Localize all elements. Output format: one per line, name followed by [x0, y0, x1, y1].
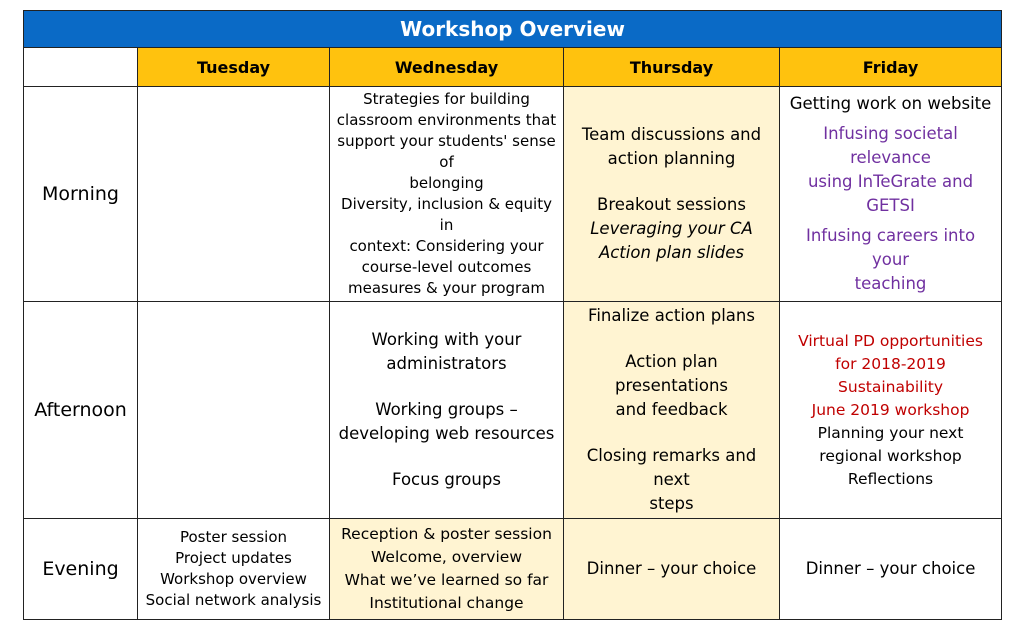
cell-line: administrators	[386, 354, 507, 373]
cell-line: belonging	[409, 174, 484, 192]
cell-line: action planning	[607, 149, 736, 168]
cell-line: Social network analysis	[145, 591, 322, 609]
cell-line: Working groups –	[375, 400, 518, 419]
cell-line: Workshop overview	[160, 570, 307, 588]
cell-line: measures & your program	[348, 279, 545, 297]
cell-line: Planning your next	[817, 423, 964, 442]
spacer	[336, 446, 557, 468]
day-header-wednesday: Wednesday	[330, 48, 564, 87]
cell-afternoon-thursday	[564, 302, 780, 519]
afternoon-row	[24, 302, 1002, 519]
day-header-friday: Friday	[780, 48, 1002, 87]
cell-line: Reception & poster session	[341, 525, 552, 543]
cell-line: Action plan presentations	[614, 352, 729, 395]
cell-line: Getting work on website	[789, 94, 992, 113]
day-header-tuesday: Tuesday	[138, 48, 330, 87]
cell-line: Institutional change	[369, 594, 524, 612]
spacer	[570, 422, 773, 444]
cell-line: Working with your	[371, 330, 522, 349]
cell-line: Finalize action plans	[588, 306, 755, 325]
cell-line: Project updates	[175, 549, 292, 567]
cell-line: Diversity, inclusion & equity in	[341, 195, 552, 234]
cell-line: course-level outcomes	[361, 258, 532, 276]
cell-line: Infusing societal relevance	[823, 124, 958, 167]
cell-afternoon-friday	[780, 302, 1002, 519]
cell-line: Closing remarks and next	[586, 446, 757, 489]
cell-line: Leveraging your CA	[590, 219, 753, 238]
cell-line: classroom environments that	[336, 111, 557, 129]
cell-evening-tuesday	[138, 519, 330, 620]
cell-afternoon-wednesday	[330, 302, 564, 519]
cell-line: Strategies for building	[363, 90, 530, 108]
cell-line: using InTeGrate and GETSI	[807, 172, 974, 215]
cell-line: steps	[649, 494, 694, 513]
cell-line: Poster session	[179, 528, 288, 546]
cell-line: June 2019 workshop	[811, 400, 970, 419]
cell-morning-wednesday	[330, 87, 564, 302]
cell-line: support your students' sense of	[337, 132, 556, 171]
cell-line: regional workshop	[819, 446, 962, 465]
row-label-morning: Morning	[24, 87, 138, 302]
cell-line: and feedback	[615, 400, 728, 419]
day-header-row	[24, 48, 1002, 87]
cell-line: developing web resources	[338, 424, 555, 443]
cell-line: Team discussions and	[581, 125, 762, 144]
cell-line: Reflections	[847, 469, 934, 488]
evening-row	[24, 519, 1002, 620]
cell-line: Virtual PD opportunities	[798, 331, 983, 350]
cell-line: for 2018-2019	[835, 354, 946, 373]
corner-cell	[24, 48, 138, 87]
spacer	[570, 328, 773, 350]
cell-morning-thursday	[564, 87, 780, 302]
cell-evening-friday: Dinner – your choice	[780, 519, 1002, 620]
cell-line: Sustainability	[838, 377, 943, 396]
cell-evening-thursday: Dinner – your choice	[564, 519, 780, 620]
spacer	[336, 376, 557, 398]
cell-line: What we’ve learned so far	[344, 571, 549, 589]
row-label-afternoon: Afternoon	[24, 302, 138, 519]
cell-line: Focus groups	[392, 470, 501, 489]
cell-line: Infusing careers into your	[805, 226, 976, 269]
workshop-schedule-table	[23, 10, 1002, 620]
spacer	[570, 171, 773, 193]
cell-line: Action plan slides	[598, 243, 745, 262]
cell-evening-wednesday	[330, 519, 564, 620]
day-header-thursday: Thursday	[564, 48, 780, 87]
table-title: Workshop Overview	[24, 11, 1002, 48]
cell-morning-tuesday	[138, 87, 330, 302]
cell-line: teaching	[854, 274, 927, 293]
title-row	[24, 11, 1002, 48]
cell-afternoon-tuesday	[138, 302, 330, 519]
cell-morning-friday	[780, 87, 1002, 302]
row-label-evening: Evening	[24, 519, 138, 620]
morning-row	[24, 87, 1002, 302]
cell-line: context: Considering your	[349, 237, 544, 255]
cell-line: Breakout sessions	[597, 195, 746, 214]
cell-line: Welcome, overview	[370, 548, 522, 566]
